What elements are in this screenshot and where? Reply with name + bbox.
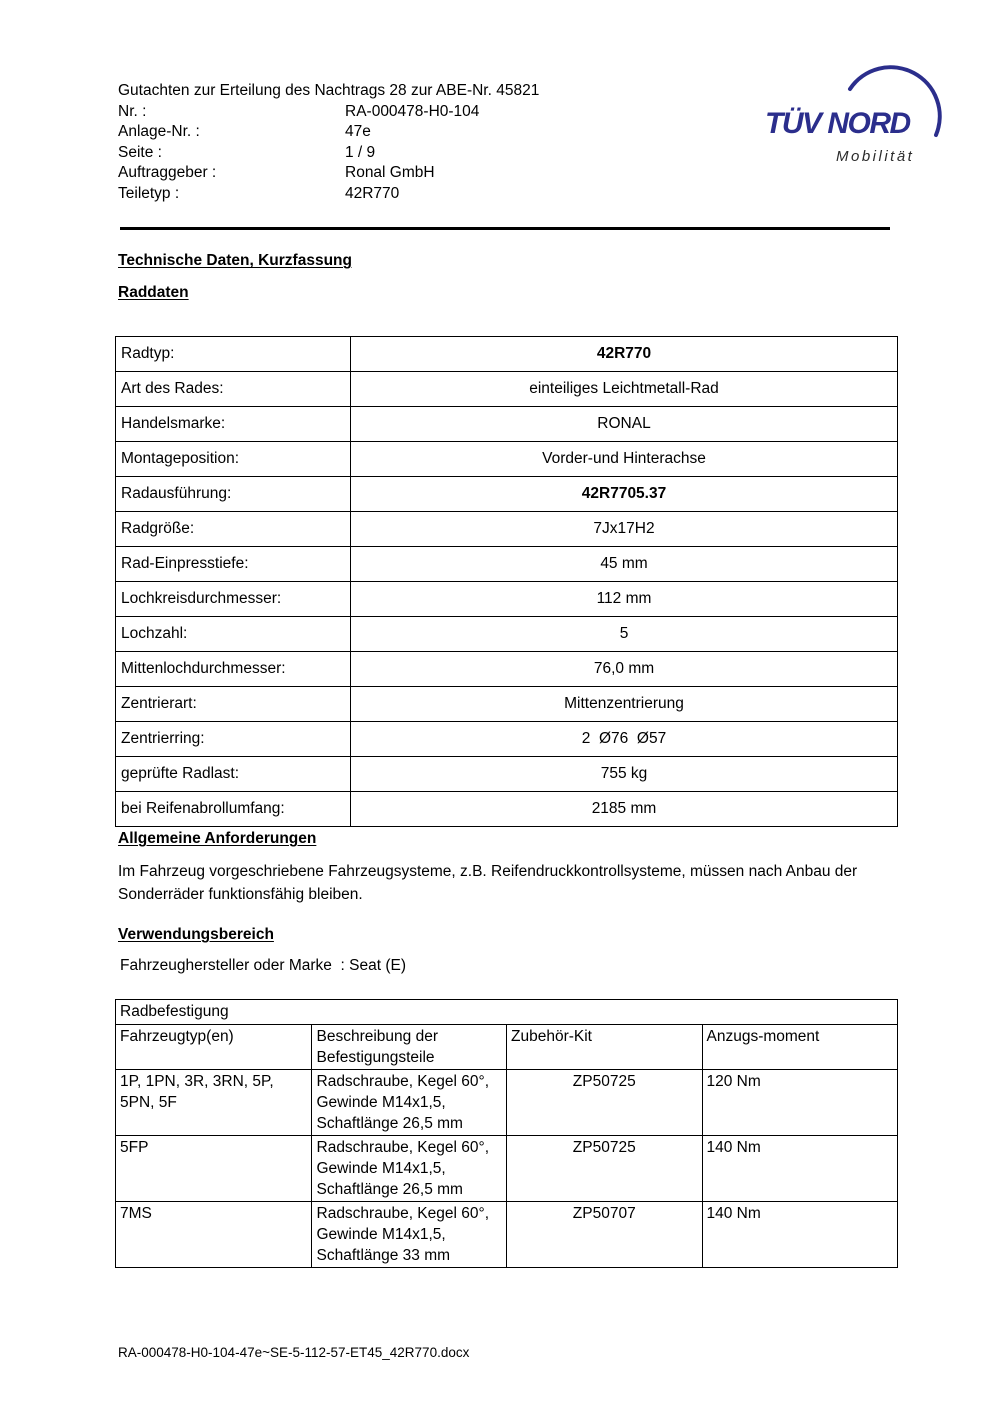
cell-beschreibung: Radschraube, Kegel 60°, Gewinde M14x1,5, Schaftlänge 26,5 mm <box>311 1070 507 1136</box>
header-title-text: Gutachten zur Erteilung des Nachtrags 28 zur ABE-Nr. 45821 <box>118 82 540 99</box>
raddaten-table <box>115 336 898 827</box>
cell-fahrzeugtyp: 7MS <box>116 1202 312 1268</box>
table-row <box>116 1202 898 1268</box>
logo-brand-text: TÜV NORD <box>765 107 910 140</box>
row-label: geprüfte Radlast: <box>116 757 351 792</box>
table-row <box>116 337 898 372</box>
row-label: Mittenlochdurchmesser: <box>116 652 351 687</box>
row-value: 7Jx17H2 <box>351 512 898 547</box>
radbefestigung-table <box>115 999 898 1268</box>
header-title-line <box>118 81 539 102</box>
header-field-seite <box>118 143 539 164</box>
col-header-zubehoer-kit: Zubehör-Kit <box>507 1025 703 1070</box>
table-caption: Radbefestigung <box>116 1000 898 1025</box>
row-label: Rad-Einpresstiefe: <box>116 547 351 582</box>
row-value: einteiliges Leichtmetall-Rad <box>351 372 898 407</box>
row-value: 755 kg <box>351 757 898 792</box>
table-row <box>116 477 898 512</box>
row-label: Zentrierart: <box>116 687 351 722</box>
field-value: Ronal GmbH <box>345 164 435 181</box>
row-label: Radgröße: <box>116 512 351 547</box>
cell-zubehoer-kit: ZP50707 <box>507 1202 703 1268</box>
col-header-anzugsmoment: Anzugs-moment <box>702 1025 898 1070</box>
row-value: 42R770 <box>351 337 898 372</box>
cell-fahrzeugtyp: 5FP <box>116 1136 312 1202</box>
cell-beschreibung: Radschraube, Kegel 60°, Gewinde M14x1,5, Schaftlänge 26,5 mm <box>311 1136 507 1202</box>
col-header-beschreibung: Beschreibung der Befestigungsteile <box>311 1025 507 1070</box>
row-label: Lochkreisdurchmesser: <box>116 582 351 617</box>
heading-raddaten: Raddaten <box>118 284 189 301</box>
table-row <box>116 547 898 582</box>
table-row <box>116 582 898 617</box>
table-row <box>116 652 898 687</box>
header-field-auftraggeber <box>118 163 539 184</box>
field-value: 47e <box>345 123 371 140</box>
cell-fahrzeugtyp: 1P, 1PN, 3R, 3RN, 5P, 5PN, 5F <box>116 1070 312 1136</box>
row-label: Handelsmarke: <box>116 407 351 442</box>
header-divider <box>120 227 890 230</box>
table-row <box>116 372 898 407</box>
row-label: Radtyp: <box>116 337 351 372</box>
cell-zubehoer-kit: ZP50725 <box>507 1070 703 1136</box>
row-label: Art des Rades: <box>116 372 351 407</box>
footer-filename: RA-000478-H0-104-47e~SE-5-112-57-ET45_42R770.docx <box>118 1345 470 1360</box>
header-field-teiletyp <box>118 184 539 205</box>
table-row <box>116 407 898 442</box>
table-row <box>116 617 898 652</box>
heading-technische-daten: Technische Daten, Kurzfassung <box>118 252 352 269</box>
row-label: Zentrierring: <box>116 722 351 757</box>
row-value: 5 <box>351 617 898 652</box>
heading-verwendungsbereich: Verwendungsbereich <box>118 926 274 943</box>
col-header-fahrzeugtyp: Fahrzeugtyp(en) <box>116 1025 312 1070</box>
row-value: RONAL <box>351 407 898 442</box>
cell-anzugsmoment: 140 Nm <box>702 1202 898 1268</box>
row-value: 45 mm <box>351 547 898 582</box>
row-value: 42R7705.37 <box>351 477 898 512</box>
cell-anzugsmoment: 140 Nm <box>702 1136 898 1202</box>
cell-anzugsmoment: 120 Nm <box>702 1070 898 1136</box>
field-value: 42R770 <box>345 184 400 202</box>
header-field-anlage <box>118 122 539 143</box>
row-value: Vorder-und Hinterachse <box>351 442 898 477</box>
fahrzeughersteller-line: Fahrzeughersteller oder Marke : Seat (E) <box>120 957 407 974</box>
field-label: Seite : <box>118 143 162 161</box>
table-row <box>116 1070 898 1136</box>
table-row <box>116 757 898 792</box>
tuv-nord-logo-icon <box>752 53 974 153</box>
table-row <box>116 442 898 477</box>
row-label: Montageposition: <box>116 442 351 477</box>
row-value: 2185 mm <box>351 792 898 827</box>
cell-beschreibung: Radschraube, Kegel 60°, Gewinde M14x1,5, Schaftlänge 33 mm <box>311 1202 507 1268</box>
table-caption-row <box>116 1000 898 1025</box>
row-value: 112 mm <box>351 582 898 617</box>
document-header <box>118 81 539 204</box>
table-row <box>116 1136 898 1202</box>
row-label: bei Reifenabrollumfang: <box>116 792 351 827</box>
row-value: 76,0 mm <box>351 652 898 687</box>
field-value: RA-000478-H0-104 <box>345 102 480 120</box>
heading-allgemeine-anforderungen: Allgemeine Anforderungen <box>118 830 317 847</box>
logo-subtitle: Mobilität <box>836 148 915 165</box>
table-header-row <box>116 1025 898 1070</box>
row-value: 2 Ø76 Ø57 <box>351 722 898 757</box>
cell-zubehoer-kit: ZP50725 <box>507 1136 703 1202</box>
header-field-nr <box>118 102 539 123</box>
field-label: Anlage-Nr. : <box>118 123 200 140</box>
row-label: Radausführung: <box>116 477 351 512</box>
field-value: 1 / 9 <box>345 143 376 161</box>
table-row <box>116 687 898 722</box>
table-row <box>116 792 898 827</box>
row-label: Lochzahl: <box>116 617 351 652</box>
field-label: Teiletyp : <box>118 184 180 202</box>
allgemeine-anforderungen-text: Im Fahrzeug vorgeschriebene Fahrzeugsysteme, z.B. Reifendruckkontrollsysteme, müssen nach Anbau der Sonderräder funktionsfähig bleiben. <box>118 863 858 903</box>
row-value: Mittenzentrierung <box>351 687 898 722</box>
field-label: Auftraggeber : <box>118 164 217 181</box>
table-row <box>116 722 898 757</box>
table-row <box>116 512 898 547</box>
field-label: Nr. : <box>118 102 147 120</box>
